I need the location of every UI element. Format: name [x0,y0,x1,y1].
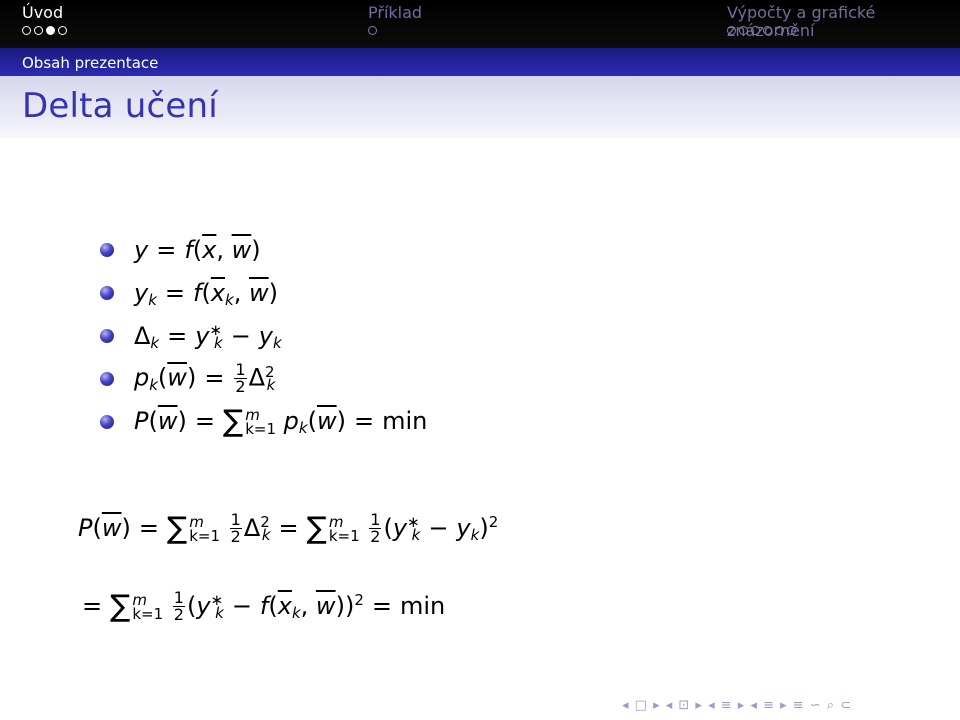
list-item [100,400,427,443]
nav-dot-current[interactable] [46,26,55,35]
nav-dot[interactable] [22,26,31,35]
formula-total-error: $P(\overline{w})$ = ∑ m k=1 $p_k(\overline{w}) = \min$ [134,404,428,439]
nav-section-uvod[interactable]: Úvod [22,3,64,22]
navigation-bar [0,0,960,48]
bullet-ball-icon [100,329,114,343]
summation: ∑ m k=1 [166,510,221,546]
formula-model: $y = f(\overline{x}$, $\overline{w}$) [134,235,261,264]
nav-dot[interactable] [34,26,43,35]
frame-title: Delta učení [22,86,218,126]
nav-dot[interactable] [787,26,796,35]
nav-dot[interactable] [58,26,67,35]
summation: ∑ m k=1 [110,588,164,624]
nav-dot[interactable] [727,26,736,35]
fraction-half: $\frac{1}{2}$ [173,588,184,624]
formula-partial-error: $p_k(\overline{w})$ = $\frac{1}{2}$ $\Delta^2_k$ [134,360,276,396]
derivation-line-2: = ∑ m k=1 $\frac{1}{2}$ ($y^∗_k - f(\overline{x}_k$, $\overline{w}))^2 = \min$ [82,588,446,624]
bullet-ball-icon [100,243,114,257]
nav-dots-uvod [22,26,67,38]
list-item [100,314,427,357]
formula-delta-k: $\Delta_k = y^∗_k - y_k$ [134,320,282,352]
nav-dot[interactable] [739,26,748,35]
summation: ∑ m k=1 [222,404,277,439]
beamer-navigation-symbols[interactable]: ◂ □ ▸ ◂ ⊡ ▸ ◂ ≡ ▸ ◂ ≡ ▸ ≡ ∽ ⌕ ⊂ [622,698,853,713]
nav-section-vypocty[interactable]: Výpočty a grafické znázornění [727,3,876,40]
list-item [100,228,427,271]
bullet-ball-icon [100,415,114,429]
summation: ∑ m k=1 [306,510,360,546]
nav-dot[interactable] [368,26,377,35]
nav-section-priklad[interactable]: Příklad [368,3,423,22]
bullet-ball-icon [100,372,114,386]
fraction-half: $\frac{1}{2}$ [230,510,241,546]
nav-dots-vypocty [727,26,796,38]
formula-list [100,228,427,443]
subsection-title[interactable]: Obsah prezentace [22,54,159,72]
bullet-ball-icon [100,286,114,300]
nav-dots-priklad [368,26,377,38]
nav-dot[interactable] [763,26,772,35]
nav-dot[interactable] [775,26,784,35]
fraction-half: $\frac{1}{2}$ [235,360,246,396]
nav-dot[interactable] [751,26,760,35]
derivation-line-1: $P(\overline{w})$ = ∑ m k=1 $\frac{1}{2}$ $\Delta^2_k$ = ∑ m k=1 $\frac{1}{2}$ $(y^∗_k - y_k)^2$ [78,510,499,546]
subsection-bar [0,48,960,76]
formula-output-k: $y_k = f(\overline{x}_k$, $\overline{w}$) [134,278,279,309]
fraction-half: $\frac{1}{2}$ [370,510,381,546]
list-item [100,357,427,400]
list-item [100,271,427,314]
